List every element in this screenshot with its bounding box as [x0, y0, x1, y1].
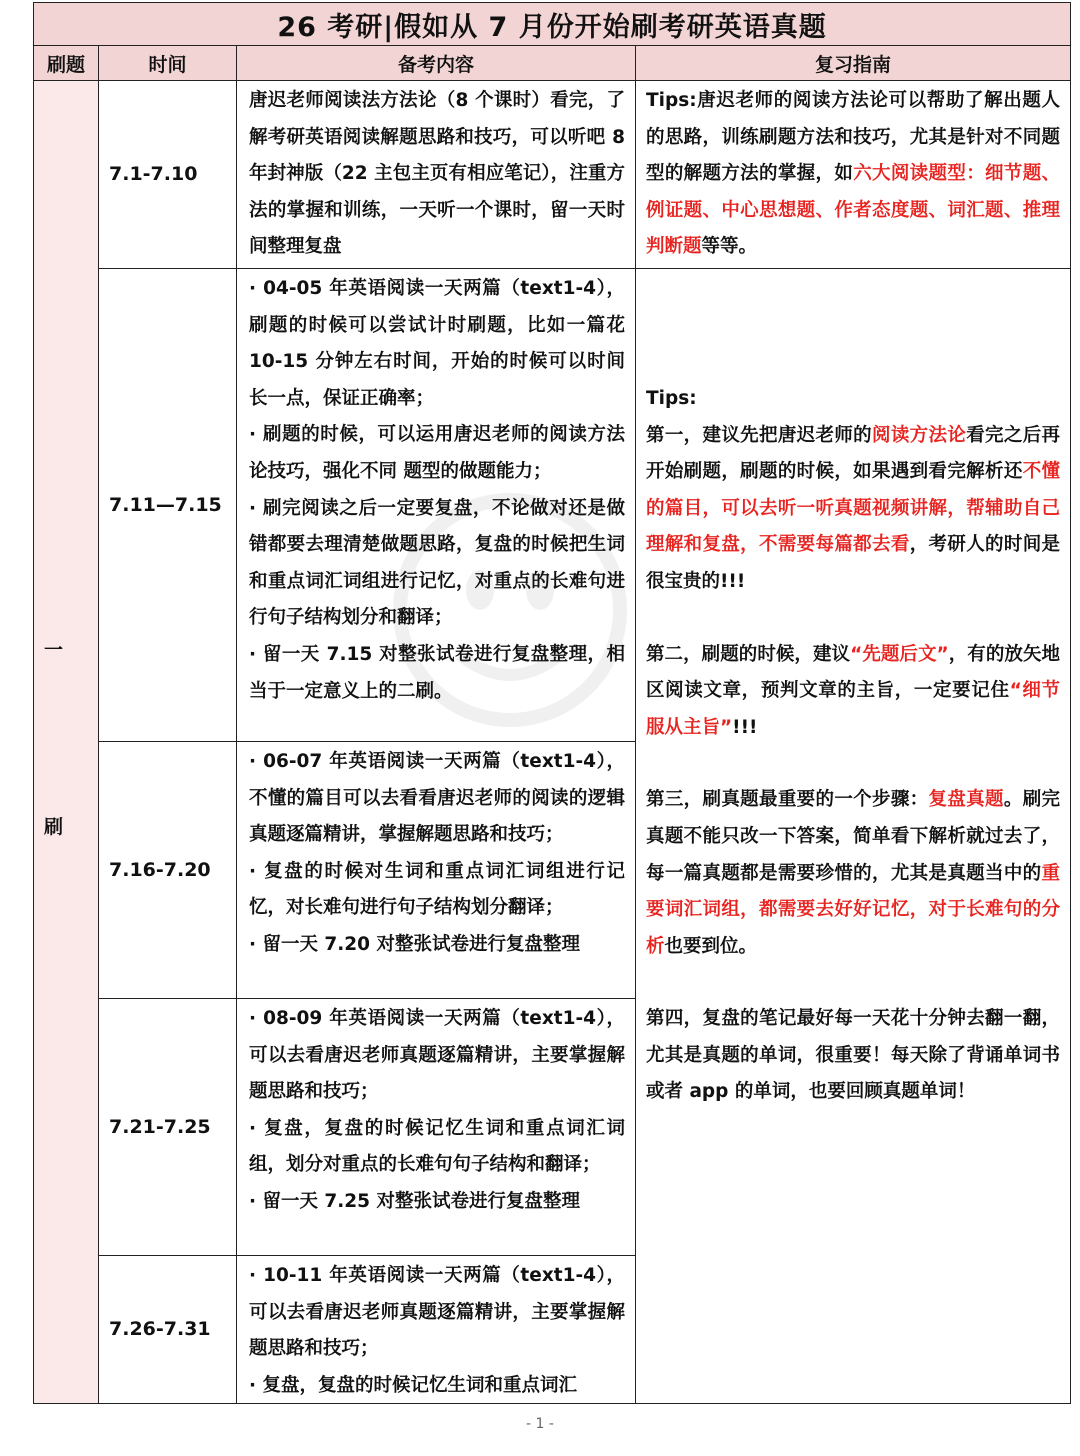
content-line: 唐迟老师阅读法方法论（8 个课时）看完，了解考研英语阅读解题思路和技巧，可以听吧 8 年封神版（22 主包主页有相应笔记），注重方法的掌握和训练，一天听一个课时，留一天时间整理复盘 — [249, 90, 625, 258]
guide-cell-top — [636, 81, 1071, 269]
guide-paragraph — [646, 83, 1060, 266]
guide-paragraph — [646, 418, 1060, 601]
page-title: 26 考研|假如从 7 月份开始刷考研英语真题 — [34, 3, 1071, 46]
guide-tips-label: Tips: — [646, 387, 697, 409]
content-cell — [237, 998, 636, 1255]
phase-label — [34, 81, 99, 1404]
table-row — [34, 81, 1071, 269]
guide-text: 。刷完真题不能只改一下答案，简单看下解析就过去了，每一篇真题都是需要珍惜的，尤其是真题当中的 — [646, 789, 1061, 884]
header-content: 备考内容 — [237, 46, 636, 81]
guide-highlight: 不懂的篇目，可以去听一听真题视频讲解，帮辅助自己理解和复盘，不需要每篇都去看 — [646, 461, 1061, 556]
phase-char-2: 刷 — [44, 815, 64, 838]
guide-highlight: “先题后文” — [850, 643, 949, 665]
content-line: · 10-11 年英语阅读一天两篇（text1-4），可以去看唐迟老师真题逐篇精讲，主要掌握解题思路和技巧； — [249, 1264, 625, 1360]
guide-highlight: 六大阅读题型：细节题、例证题、中心思想题、作者态度题、词汇题、推理判断题 — [646, 163, 1061, 258]
guide-highlight: 重要词汇词组，都需要去好好记忆，对于长难句的分析 — [646, 862, 1061, 957]
header-guide: 复习指南 — [636, 46, 1071, 81]
header-phase: 刷题 — [34, 46, 99, 81]
guide-paragraph — [646, 637, 1060, 747]
guide-text: 第二，刷题的时候，建议 — [646, 643, 851, 665]
time-cell: 7.1-7.10 — [99, 81, 237, 269]
phase-char-1: 一 — [44, 638, 64, 661]
content-line: · 留一天 7.15 对整张试卷进行复盘整理，相当于一定意义上的二刷。 — [249, 643, 625, 702]
guide-text: 也要到位。 — [664, 935, 758, 957]
content-line: · 留一天 7.20 对整张试卷进行复盘整理 — [249, 933, 580, 955]
content-line: · 04-05 年英语阅读一天两篇（text1-4），刷题的时候可以尝试计时刷题，比如一篇花 10-15 分钟左右时间，开始的时候可以时间长一点，保证正确率； — [249, 277, 625, 409]
guide-cell-main — [636, 268, 1071, 1403]
time-cell: 7.11—7.15 — [99, 268, 237, 741]
guide-text: 第三，刷真题最重要的一个步骤： — [646, 789, 929, 811]
content-line: · 复盘，复盘的时候记忆生词和重点词汇 — [249, 1374, 577, 1396]
guide-text: 等等。 — [701, 236, 758, 258]
content-line: · 刷完阅读之后一定要复盘，不论做对还是做错都要去理清楚做题思路，复盘的时候把生词和重点词汇词组进行记忆，对重点的长难句进行句子结构划分和翻译； — [249, 497, 625, 629]
content-cell — [237, 1255, 636, 1403]
guide-text: 看完之后再开始刷题，刷题的时候，如果遇到看完解析还 — [646, 424, 1061, 483]
guide-text: Tips:唐迟老师的阅读方法论可以帮助了解出题人的思路，训练刷题方法和技巧，尤其是针对不同题型的解题方法的掌握，如 — [646, 90, 1061, 185]
time-cell: 7.16-7.20 — [99, 741, 237, 998]
content-line: · 留一天 7.25 对整张试卷进行复盘整理 — [249, 1190, 580, 1212]
table-row — [34, 268, 1071, 741]
content-line: · 刷题的时候，可以运用唐迟老师的阅读方法论技巧，强化不同 题型的做题能力； — [249, 424, 625, 482]
content-cell — [237, 81, 636, 269]
guide-text: 第一，建议先把唐迟老师的 — [646, 424, 873, 446]
page-number: - 1 - — [526, 1416, 554, 1432]
guide-highlight: 复盘真题 — [928, 789, 1004, 811]
content-cell — [237, 268, 636, 741]
content-line: · 08-09 年英语阅读一天两篇（text1-4），可以去看唐迟老师真题逐篇精讲，主要掌握解题思路和技巧； — [249, 1007, 625, 1103]
content-line: · 06-07 年英语阅读一天两篇（text1-4），不懂的篇目可以去看看唐迟老师的阅读的逻辑真题逐篇精讲，掌握解题思路和技巧； — [249, 750, 625, 846]
content-line: · 复盘的时候对生词和重点词汇词组进行记忆，对长难句进行句子结构划分翻译； — [249, 860, 625, 919]
header-time: 时间 — [99, 46, 237, 81]
guide-highlight: 阅读方法论 — [872, 424, 967, 446]
content-cell — [237, 741, 636, 998]
guide-text: ，有的放矢地区阅读文章，预判文章的主旨，一定要记住 — [646, 643, 1061, 702]
guide-text: !!! — [732, 716, 758, 738]
study-plan-table — [33, 2, 1071, 1404]
time-cell: 7.26-7.31 — [99, 1255, 237, 1403]
time-cell: 7.21-7.25 — [99, 998, 237, 1255]
content-line: · 复盘，复盘的时候记忆生词和重点词汇词组，划分对重点的长难句句子结构和翻译； — [249, 1117, 625, 1176]
guide-paragraph — [646, 782, 1060, 965]
guide-highlight: “细节服从主旨” — [646, 680, 1061, 738]
guide-paragraph: 第四，复盘的笔记最好每一天花十分钟去翻一翻，尤其是真题的单词，很重要！每天除了背诵单词书或者 app 的单词，也要回顾真题单词！ — [646, 1008, 1061, 1103]
guide-text: ，考研人的时间是很宝贵的!!! — [646, 534, 1061, 592]
